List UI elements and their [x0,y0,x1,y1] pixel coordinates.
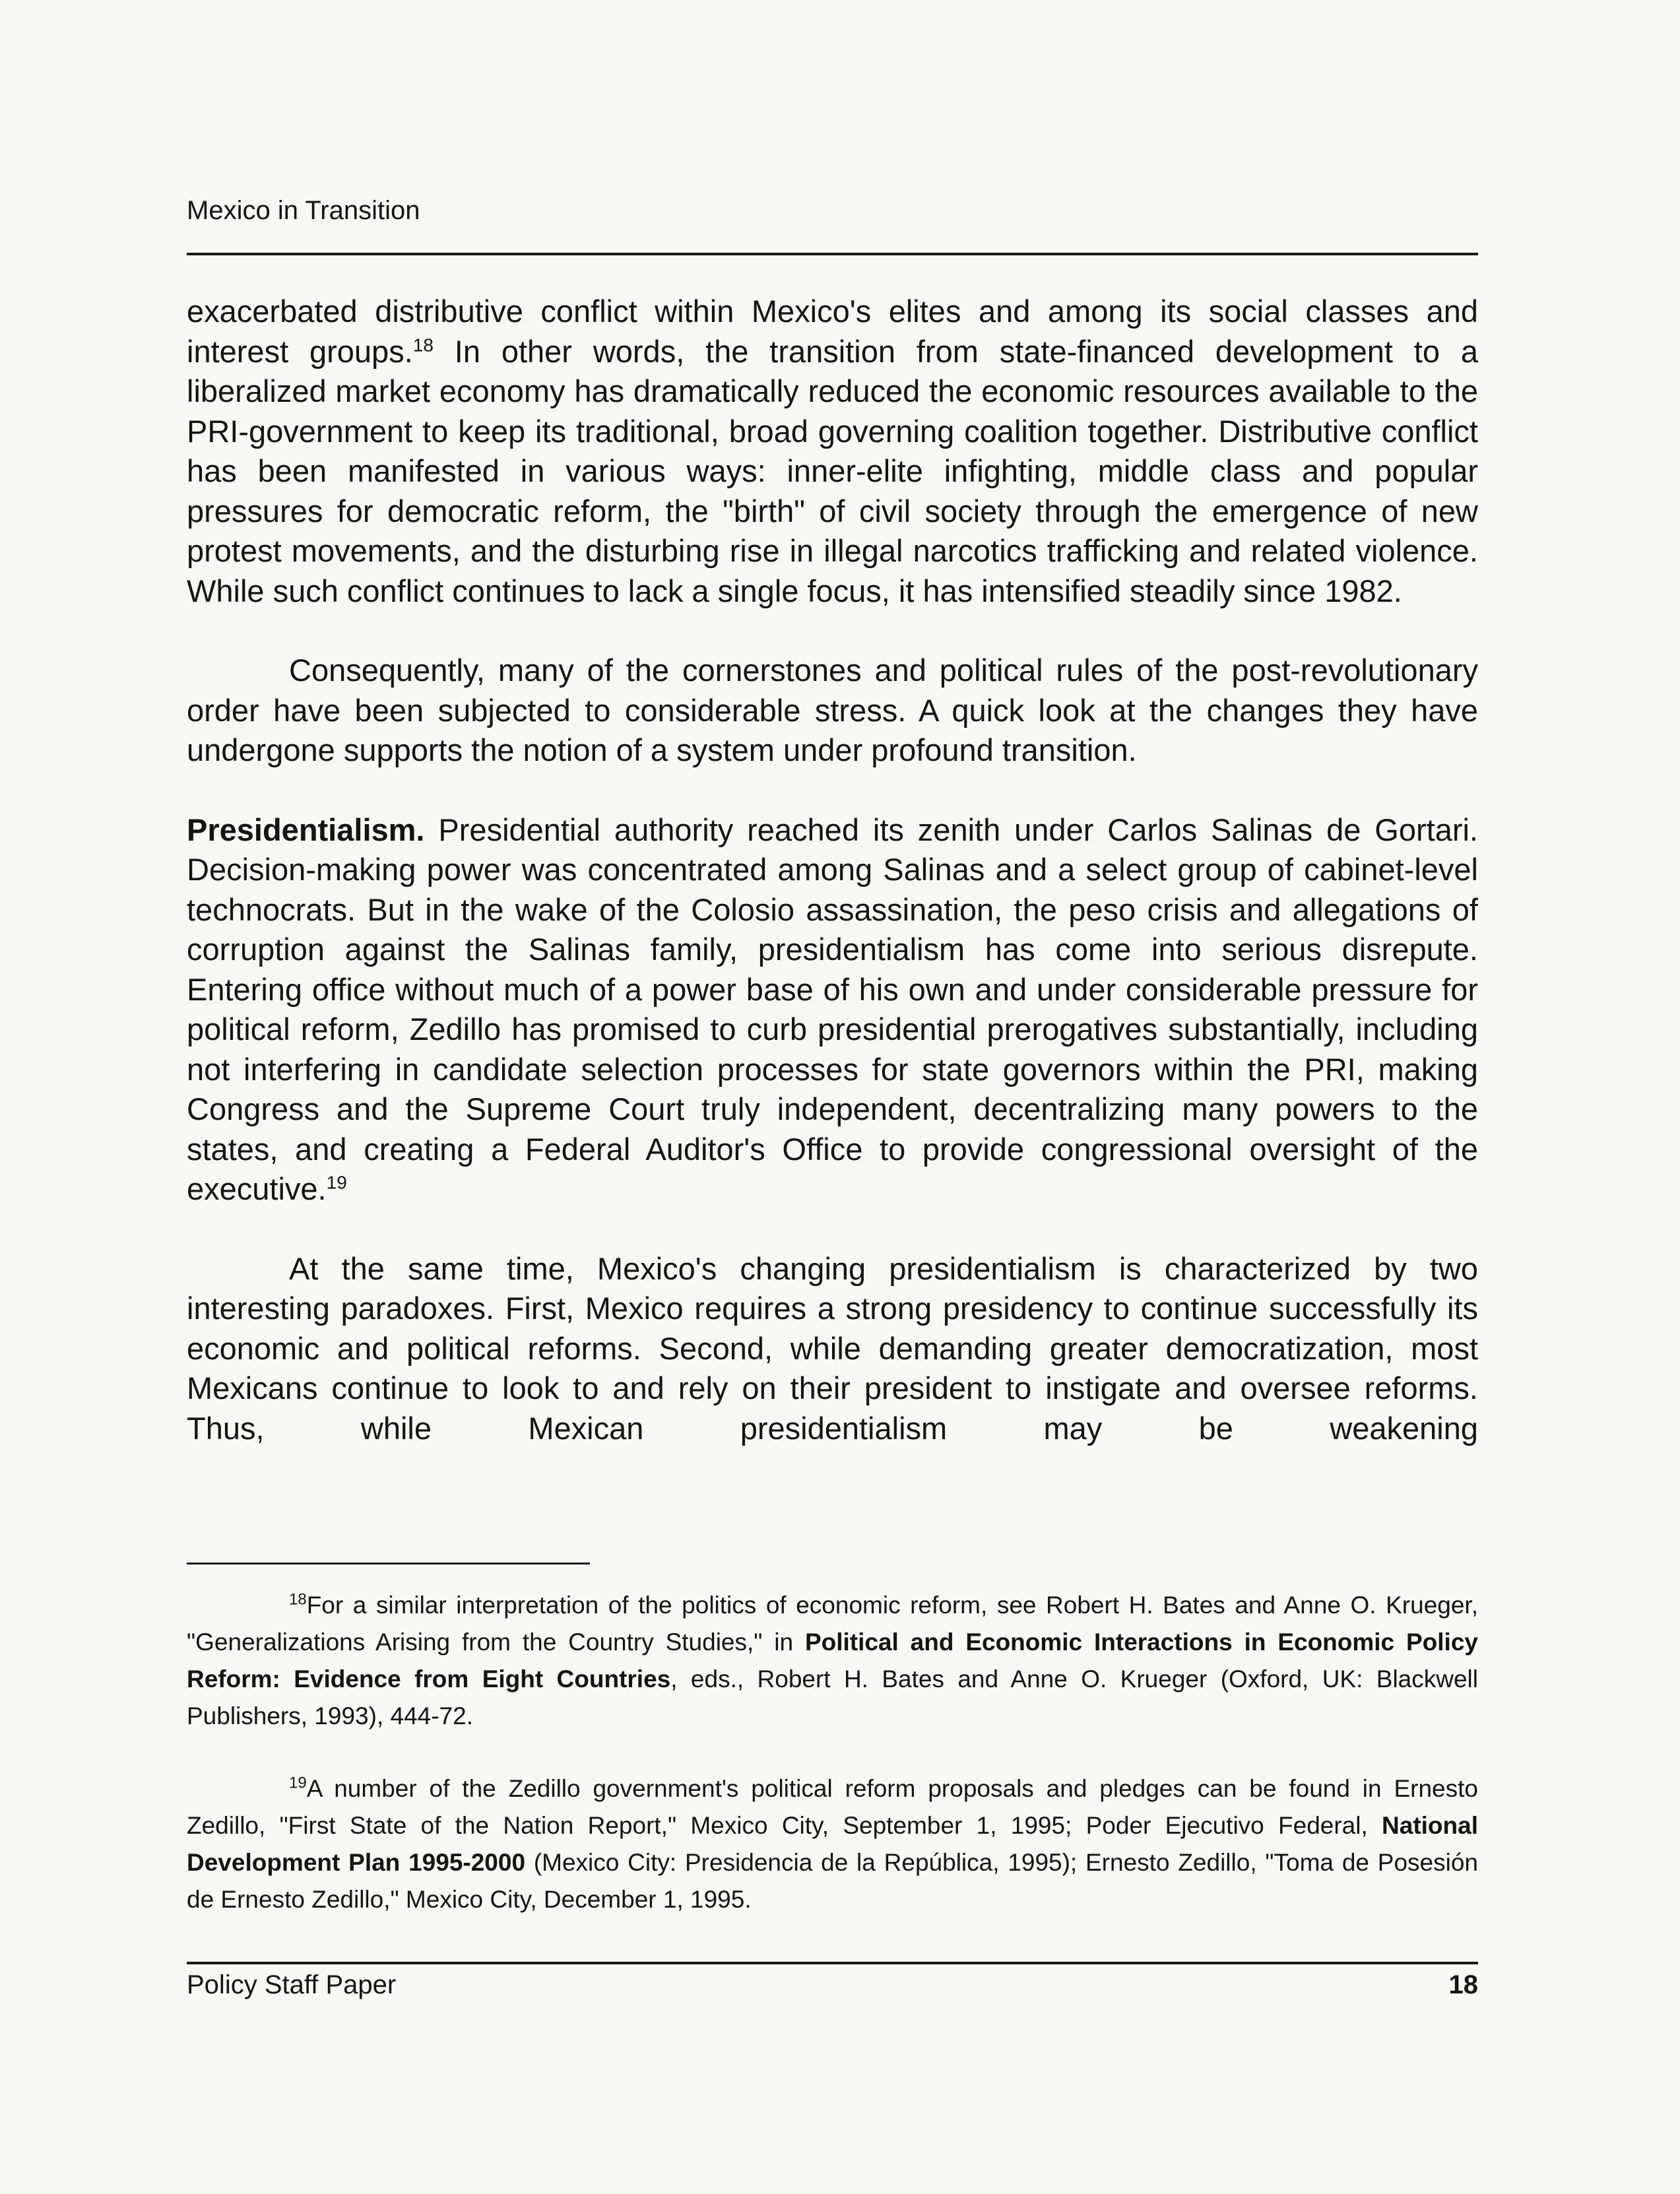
running-head: Mexico in Transition [187,196,420,225]
paragraph-3-text: Presidential authority reached its zenith under Carlos Salinas de Gortari. Decision-making power was concentrated among Salinas and a select group of cabinet-level technocrats. But in the wake of the Colosio assassination, the peso crisis and allegations of corruption against the Salinas family, presidentialism has come into serious disrepute. Entering office without much of a power base of his own and under considerable pressure for political reform, Zedillo has promised to curb presidential prerogatives substantially, including not interfering in candidate selection processes for state governors within the PRI, making Congress and the Supreme Court truly independent, decentralizing many powers to the states, and creating a Federal Auditor's Office to provide congressional oversight of the executive. [187,812,1478,1206]
paragraph-1-text-b: In other words, the transition from state-financed development to a liberalized market economy has dramatically reduced the economic resources available to the PRI-government to keep its traditional, broad governing coalition together. Distributive conflict has been manifested in various ways: inner-elite infighting, middle class and popular pressures for democratic reform, the "birth" of civil society through the emergence of new protest movements, and the disturbing rise in illegal narcotics trafficking and related violence. While such conflict continues to lack a single focus, it has intensified steadily since 1982. [187,333,1479,608]
footnote-19 [187,1770,1478,1918]
footnote-separator [187,1563,590,1565]
page-number: 18 [1448,1970,1478,1999]
footnote-19-text-a: A number of the Zedillo government's political reform proposals and pledges can be found in Ernesto Zedillo, "First State of the Nation Report," Mexico City, September 1, 1995; Poder Ejecutivo Federal, [187,1775,1478,1839]
footnote-19-mark: 19 [289,1774,307,1792]
paragraph-2: Consequently, many of the cornerstones and political rules of the post-revolutionary order have been subjected to considerable stress. A quick look at the changes they have undergone supports the notion of a system under profound transition. [187,653,1478,767]
header-rule [187,253,1478,255]
footnote-19-text-b: (Mexico City: Presidencia de la República, 1995); Ernesto Zedillo, "Toma de Posesión de Ernesto Zedillo," Mexico City, December 1, 1995. [187,1849,1478,1913]
footnote-ref-19[interactable]: 19 [326,1172,347,1193]
paragraph-1 [187,292,1478,611]
paragraph-1-text-a: exacerbated distributive conflict within Mexico's elites and among its social classes and interest groups. [187,294,1478,369]
footnote-18-mark: 18 [289,1590,307,1609]
footnotes [187,1587,1478,1954]
running-foot: Policy Staff Paper [187,1970,397,1999]
paragraph-4: At the same time, Mexico's changing presidentialism is characterized by two interesting paradoxes. First, Mexico requires a strong presidency to continue successfully its economic and political reforms. Second, while demanding greater democratization, most Mexicans continue to look to and rely on their president to instigate and oversee reforms. Thus, while Mexican presidentialism may be weakening [187,1250,1478,1446]
footnote-18-text-a: For a similar interpretation of the politics of economic reform, see Robert H. Bates and Anne O. Krueger, "Generalizations Arising from the Country Studies," in [187,1592,1478,1656]
footnote-18 [187,1587,1478,1735]
footnote-ref-18[interactable]: 18 [412,334,434,355]
section-lead-presidentialism: Presidentialism. [187,812,425,847]
body-text [187,292,1478,1448]
footnote-18-text-b: , eds., Robert H. Bates and Anne O. Krueger (Oxford, UK: Blackwell Publishers, 1993), 444-72. [187,1665,1478,1729]
footer-rule [187,1962,1478,1964]
footnote-19-title: National Development Plan 1995-2000 [187,1812,1478,1876]
footnote-18-title: Political and Economic Interactions in Economic Policy Reform: Evidence from Eight Countries [187,1629,1478,1693]
paragraph-3 [187,810,1478,1210]
